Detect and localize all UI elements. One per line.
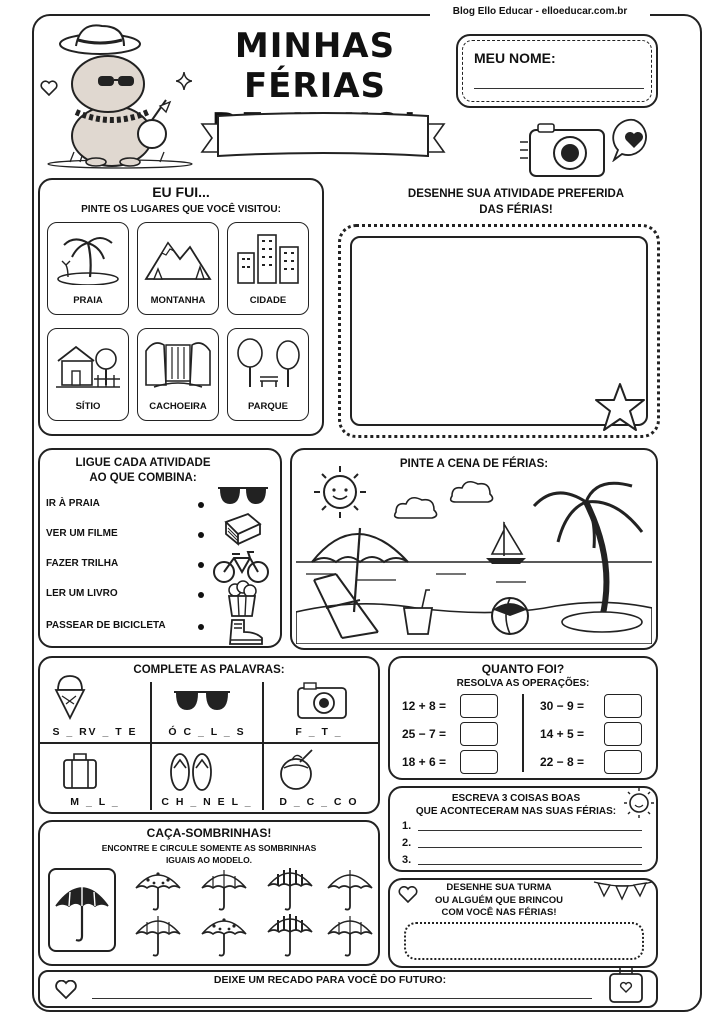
math-subtitle: RESOLVA AS OPERAÇÕES:: [456, 678, 590, 689]
place-label: PARQUE: [248, 401, 288, 412]
match-dot[interactable]: [198, 624, 204, 630]
place-label: SÍTIO: [75, 401, 101, 412]
model-umbrella-icon: [52, 874, 112, 946]
friends-text: [404, 882, 594, 920]
place-label: MONTANHA: [150, 295, 206, 306]
math-title: QUANTO FOI?: [481, 662, 565, 676]
drawing-title: [336, 186, 696, 218]
title-line-1: MINHAS FÉRIAS: [234, 26, 396, 106]
heart-icon: [40, 80, 58, 96]
good-thing-number: 2.: [402, 837, 412, 849]
word-puzzle-3: F _ T _: [295, 726, 343, 738]
future-message-line[interactable]: [92, 998, 592, 999]
heart-bubble-icon: [612, 118, 656, 162]
math-op: 25 − 7 =: [402, 727, 447, 741]
umbrella-option-plain[interactable]: [132, 910, 184, 960]
match-dot[interactable]: [198, 502, 204, 508]
friends-text-line-1: DESENHE SUA TURMA: [446, 882, 552, 893]
math-answer-box[interactable]: [604, 750, 642, 774]
scene-title: PINTE A CENA DE FÉRIAS:: [399, 458, 549, 470]
words-grid-hline: [40, 742, 378, 744]
match-activity-3: FAZER TRILHA: [46, 558, 119, 569]
match-activity-5: PASSEAR DE BICICLETA: [46, 620, 166, 631]
places-subtitle: PINTE OS LUGARES QUE VOCÊ VISITOU:: [81, 204, 281, 215]
math-answer-box[interactable]: [460, 694, 498, 718]
math-op: 30 − 9 =: [540, 699, 585, 713]
math-op: 22 − 8 =: [540, 755, 585, 769]
word-puzzle-4: M _ L _: [70, 796, 120, 808]
place-card-sitio[interactable]: [47, 328, 129, 421]
sand-bucket-icon: [404, 590, 432, 634]
good-thing-number: 3.: [402, 854, 412, 866]
name-label: MEU NOME:: [474, 50, 556, 66]
umbrella-subtitle-line-2: IGUAIS AO MODELO.: [165, 855, 253, 865]
hiking-boot-icon: [226, 618, 266, 646]
umbrella-title: CAÇA-SOMBRINHAS!: [146, 826, 272, 840]
umbrella-option-dotted[interactable]: [198, 910, 250, 960]
place-label: PRAIA: [73, 295, 103, 306]
math-answer-box[interactable]: [460, 750, 498, 774]
beach-ball-icon: [492, 598, 528, 634]
umbrella-option-plain[interactable]: [198, 864, 250, 914]
name-box: [456, 34, 658, 108]
starfish-icon: [594, 382, 646, 434]
good-things-title: [396, 792, 636, 818]
match-dot[interactable]: [198, 532, 204, 538]
place-card-praia[interactable]: [47, 222, 129, 315]
drawing-title-line-2: DAS FÉRIAS!: [479, 204, 553, 216]
word-puzzle-5: C H _ N E L _: [161, 796, 253, 808]
cloud-icon: [395, 498, 437, 518]
place-card-cidade[interactable]: [227, 222, 309, 315]
math-answer-box[interactable]: [460, 722, 498, 746]
heart-icon: [54, 980, 78, 1000]
umbrella-option-striped[interactable]: [264, 908, 316, 960]
math-answer-box[interactable]: [604, 722, 642, 746]
place-card-parque[interactable]: [227, 328, 309, 421]
good-thing-line[interactable]: [418, 830, 642, 831]
friends-drawing-area[interactable]: [404, 922, 644, 960]
match-activity-4: LER UM LIVRO: [46, 588, 118, 599]
words-grid-vline-1: [150, 682, 152, 810]
sunglasses-icon: [216, 484, 270, 508]
mountain-icon: [144, 229, 212, 285]
word-puzzle-6: D _ C _ C O: [279, 796, 359, 808]
popcorn-icon: [226, 580, 258, 618]
coconut-icon: [276, 748, 320, 792]
sailboat-icon: [486, 522, 526, 564]
place-card-montanha[interactable]: [137, 222, 219, 315]
word-puzzle-2: Ó C _ L _ S: [168, 726, 246, 738]
park-icon: [234, 335, 302, 391]
waterfall-icon: [144, 335, 212, 391]
ice-cream-icon: [52, 672, 88, 720]
suitcase-icon: [604, 962, 648, 1006]
blog-credit: Blog Ello Educar - elloeducar.com.br: [430, 4, 650, 20]
good-thing-number: 1.: [402, 820, 412, 832]
match-activity-1: IR À PRAIA: [46, 498, 100, 509]
capybara-mascot-icon: [40, 24, 200, 170]
good-things-title-line-2: QUE ACONTECERAM NAS SUAS FÉRIAS:: [415, 806, 617, 817]
beach-scene: [296, 462, 652, 644]
umbrella-subtitle: [38, 842, 380, 866]
umbrella-option-plain[interactable]: [324, 910, 376, 960]
umbrella-option-plain[interactable]: [324, 864, 376, 914]
bicycle-icon: [212, 548, 270, 584]
good-things-title-line-1: ESCREVA 3 COISAS BOAS: [451, 793, 581, 804]
umbrella-option-striped[interactable]: [264, 862, 316, 914]
friends-text-line-2: OU ALGUÉM QUE BRINCOU: [435, 894, 563, 906]
math-divider: [522, 694, 524, 772]
places-title: EU FUI...: [152, 184, 210, 200]
flip-flops-icon: [166, 750, 216, 792]
good-thing-line[interactable]: [418, 864, 642, 865]
name-field[interactable]: [474, 88, 644, 89]
ribbon-banner: [198, 110, 448, 166]
bunting-flags-icon: [592, 878, 654, 902]
cloud-icon: [451, 482, 493, 502]
math-op: 18 + 6 =: [402, 755, 447, 769]
good-thing-line[interactable]: [418, 847, 642, 848]
drawing-title-line-1: DESENHE SUA ATIVIDADE PREFERIDA: [407, 188, 625, 200]
math-op: 12 + 8 =: [402, 699, 447, 713]
smiling-sun-icon: [622, 786, 656, 820]
umbrella-icon: [312, 528, 408, 612]
book-icon: [222, 512, 262, 546]
suitcase-icon: [60, 750, 100, 792]
match-dot[interactable]: [198, 562, 204, 568]
umbrella-option-dotted[interactable]: [132, 864, 184, 914]
camera-icon: [296, 680, 348, 720]
farmhouse-icon: [54, 335, 122, 391]
sunglasses-icon: [172, 688, 232, 714]
place-label: CIDADE: [249, 295, 287, 306]
sun-icon: [314, 466, 366, 518]
place-card-cachoeira[interactable]: [137, 328, 219, 421]
camera-icon: [520, 120, 610, 180]
word-puzzle-1: S _ RV _ T E: [52, 726, 138, 738]
place-label: CACHOEIRA: [149, 401, 207, 412]
match-title-line-1: LIGUE CADA ATIVIDADE: [75, 457, 211, 469]
words-grid-vline-2: [262, 682, 264, 810]
match-activity-2: VER UM FILME: [46, 528, 118, 539]
words-title: COMPLETE AS PALAVRAS:: [133, 664, 285, 676]
palm-island-icon: [54, 229, 122, 285]
math-op: 14 + 5 =: [540, 727, 585, 741]
match-dot[interactable]: [198, 592, 204, 598]
city-icon: [234, 229, 302, 285]
friends-text-line-3: COM VOCÊ NAS FÉRIAS!: [441, 907, 557, 918]
umbrella-subtitle-line-1: ENCONTRE E CIRCULE SOMENTE AS SOMBRINHAS: [101, 843, 317, 853]
match-title-line-2: AO QUE COMBINA:: [89, 472, 197, 484]
match-title: [38, 456, 248, 486]
math-answer-box[interactable]: [604, 694, 642, 718]
future-label: DEIXE UM RECADO PARA VOCÊ DO FUTURO:: [213, 974, 447, 986]
